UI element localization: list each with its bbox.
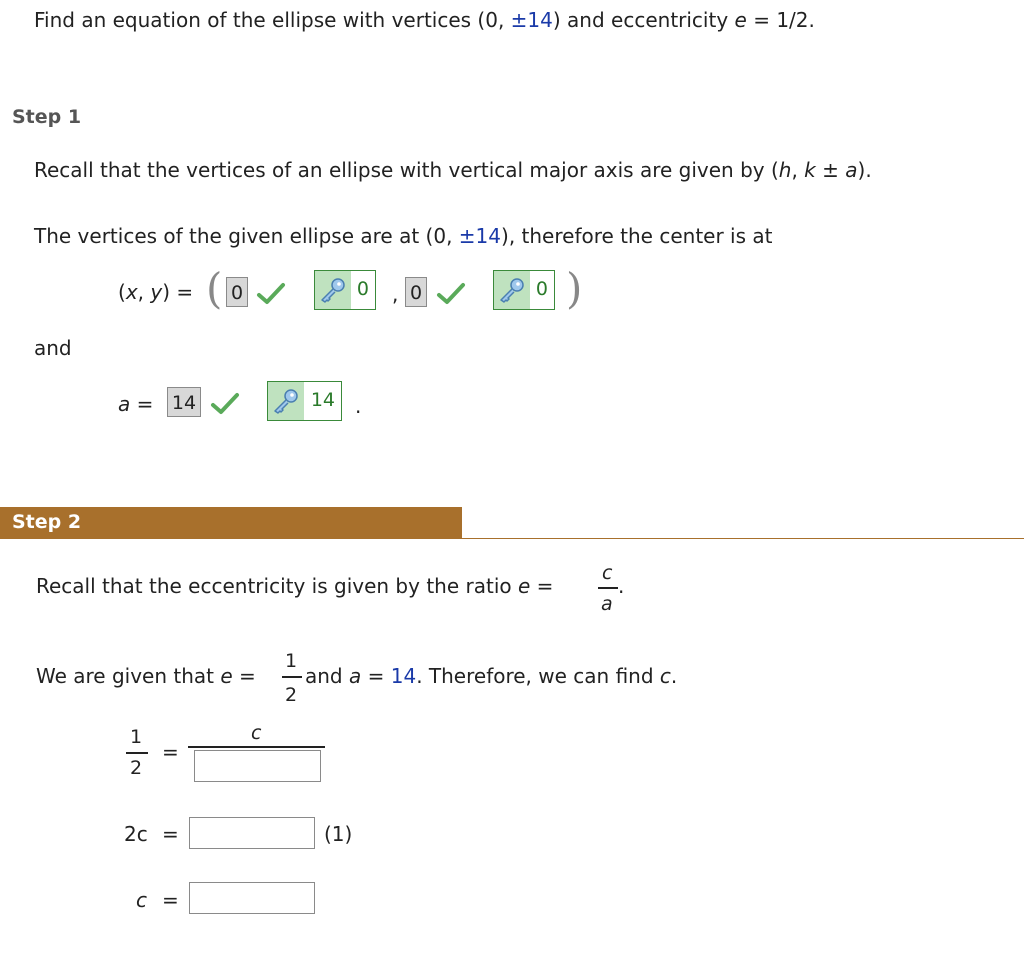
eq2-answer-input[interactable] bbox=[189, 817, 315, 849]
given-text-right: and a = 14. Therefore, we can find c. bbox=[305, 664, 678, 688]
eq1-denominator-input[interactable] bbox=[194, 750, 321, 782]
eq1-rhs-num: c bbox=[251, 722, 262, 744]
eq2-lhs: 2c bbox=[124, 822, 148, 846]
a-label: a = bbox=[118, 392, 154, 416]
center-y-key-value: 0 bbox=[535, 278, 548, 300]
question-pm14: ±14 bbox=[510, 8, 553, 32]
center-comma: , bbox=[392, 282, 399, 306]
close-paren: ) bbox=[566, 264, 583, 313]
ecc-frac-line bbox=[598, 587, 618, 589]
ecc-frac-den: a bbox=[601, 593, 613, 615]
center-x-answer: 0 bbox=[226, 277, 248, 307]
ecc-period: . bbox=[618, 574, 625, 598]
recall-eccentricity-text: Recall that the eccentricity is given by the ratio e = bbox=[36, 574, 554, 598]
vertices-text: The vertices of the given ellipse are at (0, ±14), therefore the center is at bbox=[34, 224, 773, 248]
a-key-value: 14 bbox=[310, 389, 335, 411]
eq1-equals: = bbox=[162, 740, 179, 764]
center-x-key-button[interactable] bbox=[314, 270, 376, 310]
a-answer: 14 bbox=[167, 387, 201, 417]
step2-divider bbox=[462, 538, 1024, 539]
eq1-frac-num: 1 bbox=[130, 726, 143, 748]
given-text-left: We are given that e = bbox=[36, 664, 256, 688]
eq2-reference: (1) bbox=[324, 822, 353, 846]
eq1-rhs-line bbox=[188, 746, 325, 748]
eq1-frac-line bbox=[126, 752, 148, 754]
check-icon bbox=[210, 392, 240, 416]
center-y-answer: 0 bbox=[405, 277, 427, 307]
recall-vertices-text: Recall that the vertices of an ellipse with vertical major axis are given by (h, k ± a). bbox=[34, 158, 872, 182]
eq3-lhs: c bbox=[136, 888, 147, 912]
xy-label: (x, y) = bbox=[118, 280, 194, 304]
eq1-frac-den: 2 bbox=[130, 757, 143, 779]
key-icon bbox=[498, 277, 526, 303]
eq2-equals: = bbox=[162, 822, 179, 846]
step2-label: Step 2 bbox=[12, 511, 82, 533]
step1-label: Step 1 bbox=[12, 106, 82, 128]
given-frac-line bbox=[282, 676, 302, 678]
question-text: Find an equation of the ellipse with vertices (0, ±14) and eccentricity e = 1/2. bbox=[34, 8, 815, 32]
center-y-key-button[interactable] bbox=[493, 270, 555, 310]
a-period: . bbox=[355, 394, 362, 418]
key-icon bbox=[319, 277, 347, 303]
center-x-key-value: 0 bbox=[356, 278, 369, 300]
given-frac-den: 2 bbox=[285, 684, 298, 706]
ecc-frac-num: c bbox=[602, 562, 613, 584]
open-paren: ( bbox=[206, 264, 223, 313]
eq3-equals: = bbox=[162, 888, 179, 912]
key-icon bbox=[272, 388, 300, 414]
given-frac-num: 1 bbox=[285, 650, 298, 672]
check-icon bbox=[436, 282, 466, 306]
eq3-answer-input[interactable] bbox=[189, 882, 315, 914]
a-key-button[interactable] bbox=[267, 381, 342, 421]
check-icon bbox=[256, 282, 286, 306]
and-text: and bbox=[34, 336, 72, 360]
